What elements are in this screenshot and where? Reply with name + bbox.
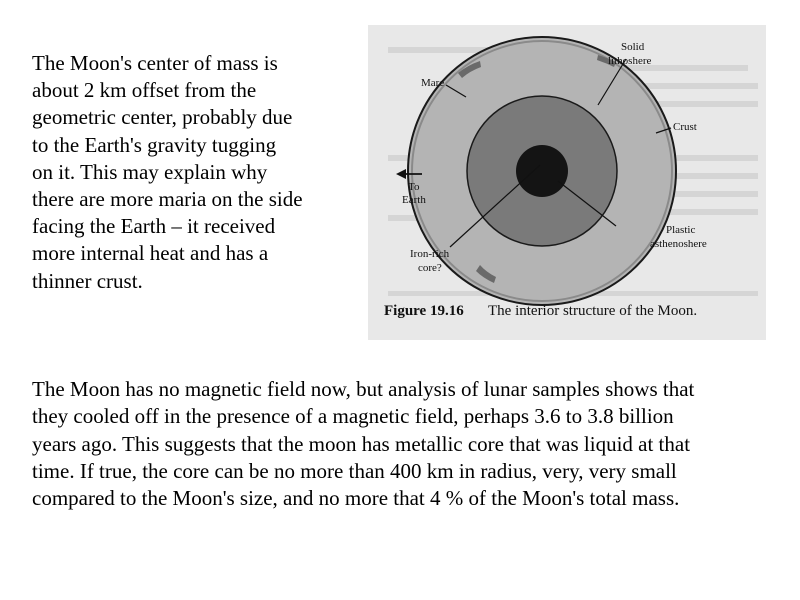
bottom-paragraph-line: years ago. This suggests that the moon has metallic core that was liquid at that (32, 431, 691, 456)
top-paragraph-line: to the Earth's gravity tugging (32, 132, 277, 157)
label-asthenoshere: asthenoshere (650, 238, 707, 250)
bottom-paragraph-line: compared to the Moon's size, and no more that 4 % of the Moon's total mass. (32, 486, 680, 511)
label-lithoshere: lithoshere (608, 55, 652, 67)
label-mare: Mare (421, 77, 445, 89)
figure-caption-number: Figure 19.16 (384, 303, 464, 319)
bottom-paragraph-line: they cooled off in the presence of a magnetic field, perhaps 3.6 to 3.8 billion (32, 404, 674, 429)
top-paragraph-line: geometric center, probably due (32, 105, 293, 130)
top-paragraph-line: about 2 km offset from the (32, 78, 257, 103)
top-paragraph-line: there are more maria on the side (32, 187, 303, 212)
top-paragraph-line: on it. This may explain why (32, 159, 268, 184)
label-crust: Crust (673, 121, 697, 133)
moon-interior-diagram (368, 25, 766, 340)
core-layer (516, 145, 568, 197)
top-paragraph-line: The Moon's center of mass is (32, 51, 278, 75)
figure-caption-text: The interior structure of the Moon. (488, 303, 698, 319)
label-plastic: Plastic (666, 224, 696, 236)
bottom-paragraph (32, 376, 792, 512)
label-earth: Earth (402, 194, 426, 206)
top-paragraph-line: more internal heat and has a (32, 241, 269, 266)
bottom-paragraph-line: The Moon has no magnetic field now, but analysis of lunar samples shows that (32, 377, 695, 401)
bottom-paragraph-line: time. If true, the core can be no more than 400 km in radius, very, very small (32, 458, 677, 483)
label-solid: Solid (621, 41, 645, 53)
label-core: core? (418, 262, 442, 274)
top-paragraph-line: thinner crust. (32, 268, 143, 293)
label-iron-rich: Iron-rich (410, 248, 450, 260)
top-paragraph (32, 50, 352, 295)
moon-interior-figure (368, 25, 766, 340)
top-paragraph-line: facing the Earth – it received (32, 214, 276, 239)
label-to: To (408, 181, 420, 193)
